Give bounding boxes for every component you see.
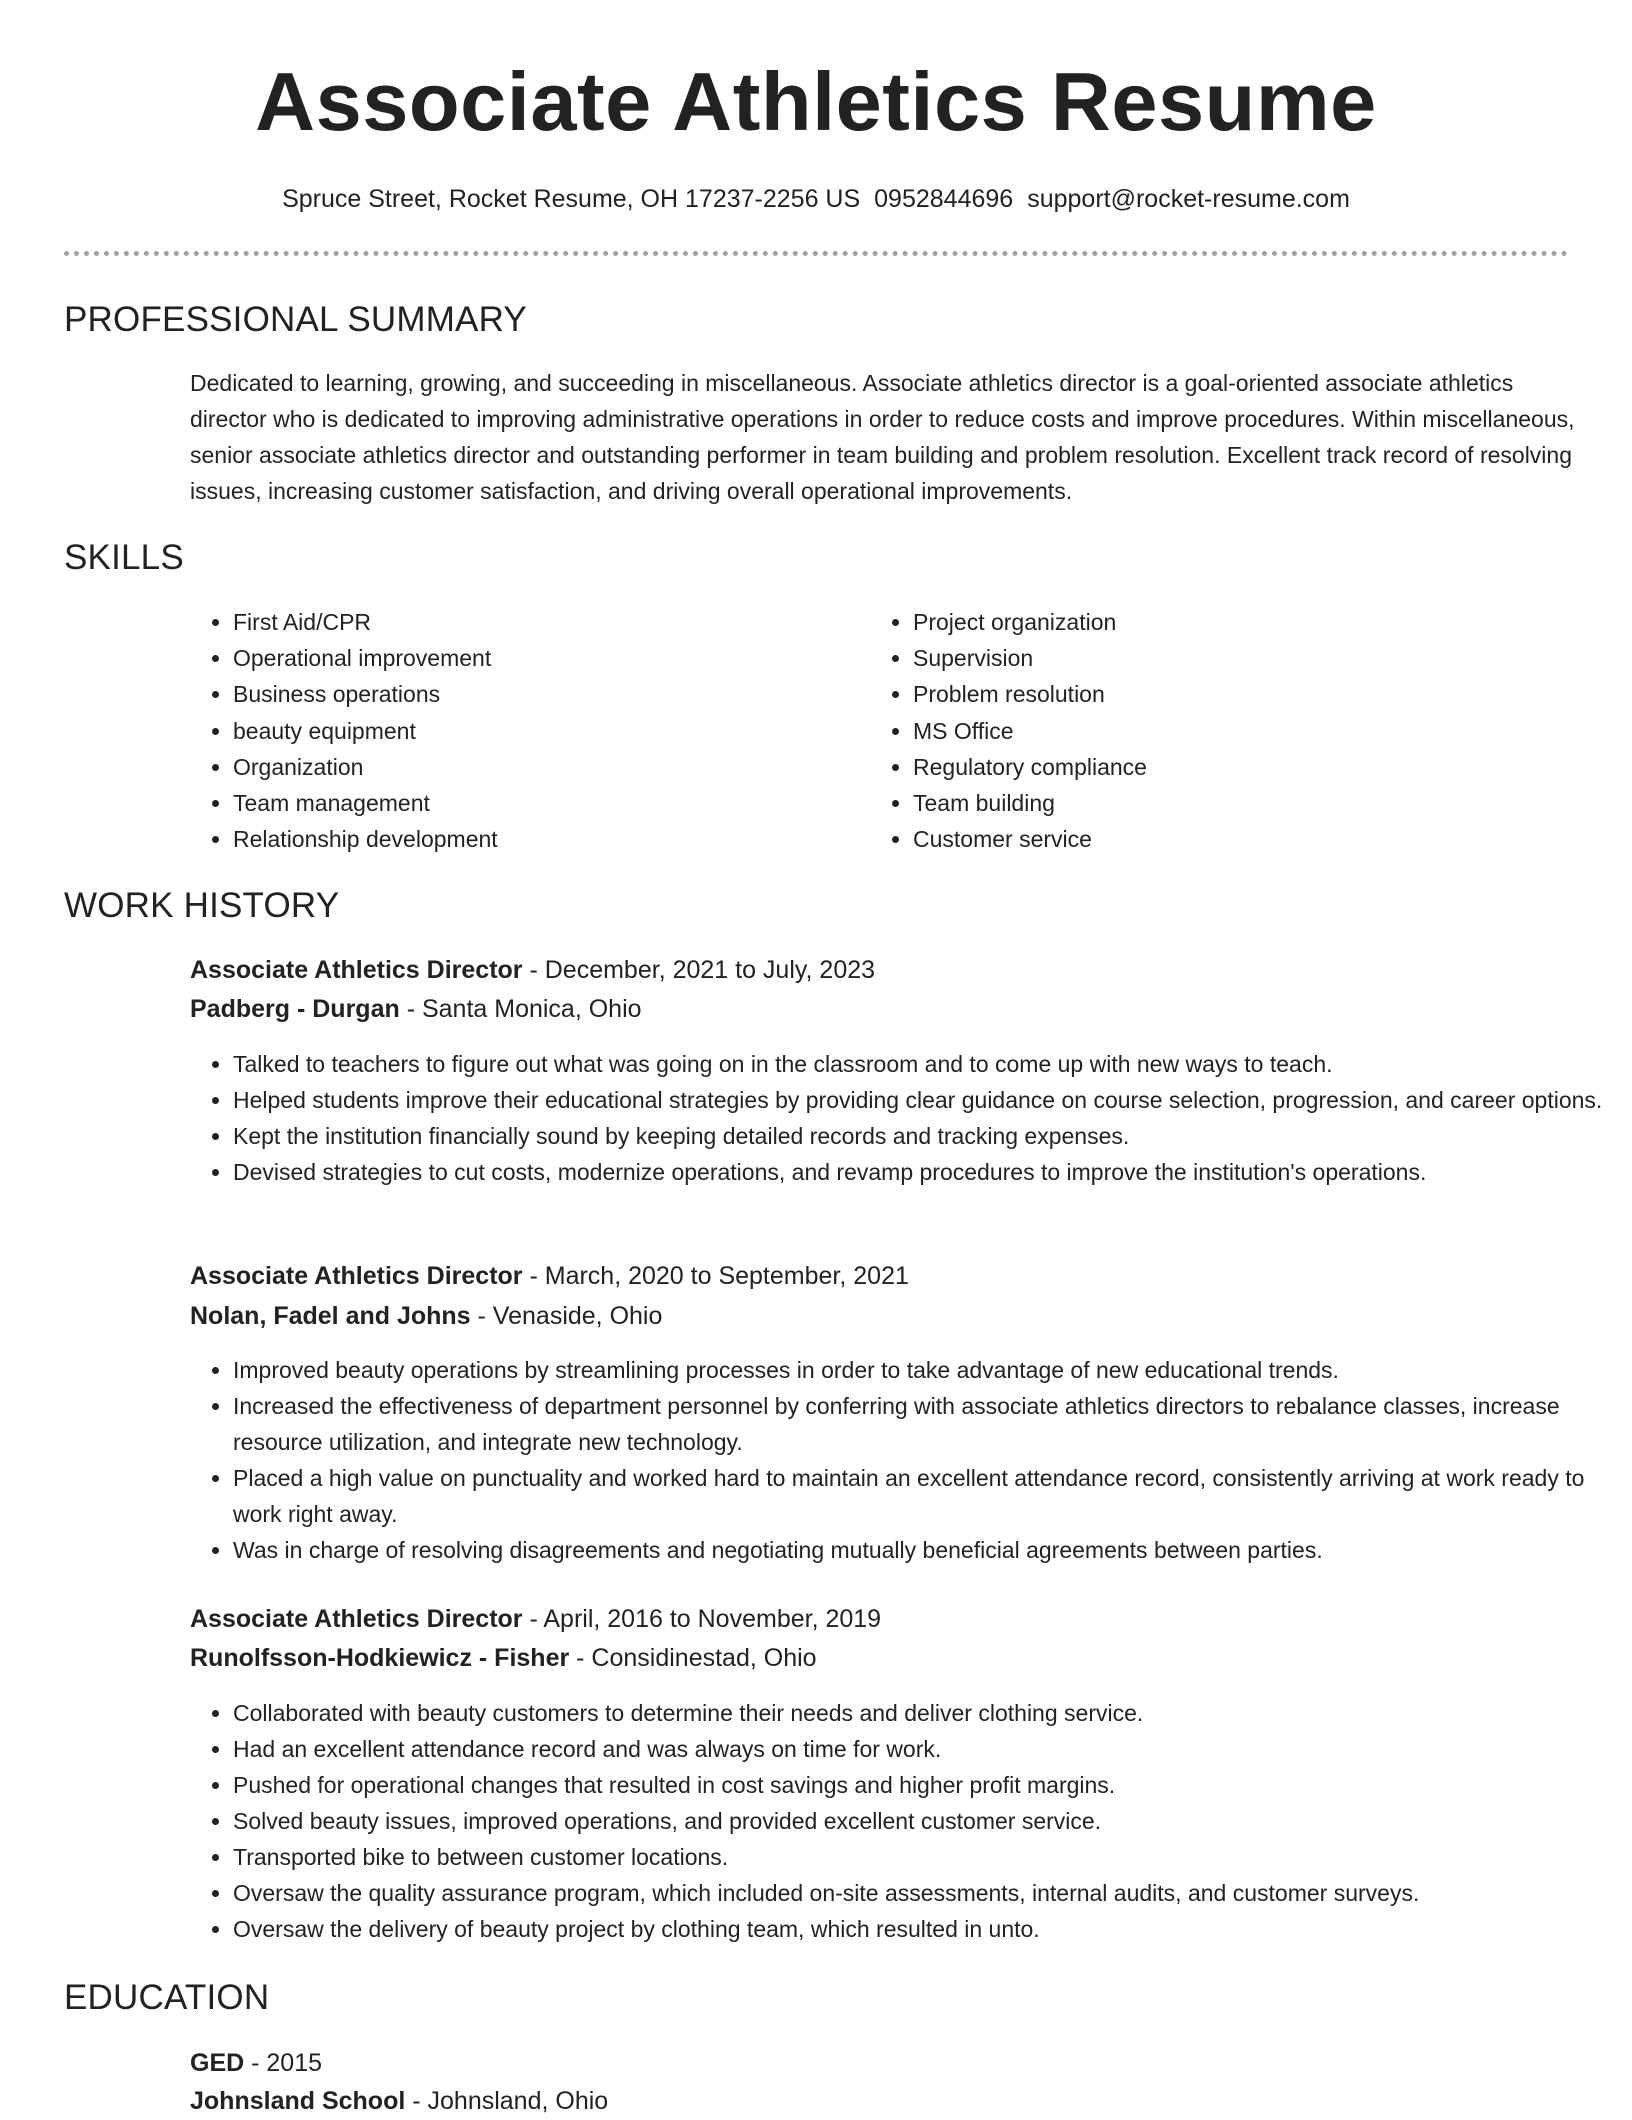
job-bullets xyxy=(190,1352,1623,1568)
education-degree: GED xyxy=(190,2049,245,2077)
job-bullet: • Was in charge of resolving disagreements and negotiating mutually beneficial agreements between parties. xyxy=(233,1532,1623,1568)
skill-item: • MS Office xyxy=(913,713,1147,749)
contact-address: Spruce Street, Rocket Resume, OH 17237-2256 US xyxy=(282,185,861,213)
job-dates: - April, 2016 to November, 2019 xyxy=(522,1605,882,1633)
education-location: - Johnsland, Ohio xyxy=(405,2087,609,2115)
education-year: - 2015 xyxy=(244,2049,323,2077)
header-divider xyxy=(64,251,1568,256)
skill-item: • Problem resolution xyxy=(913,676,1147,712)
job-location: - Venaside, Ohio xyxy=(470,1302,663,1330)
job-bullet: • Transported bike to between customer locations. xyxy=(233,1839,1623,1875)
skill-item: • Team management xyxy=(233,785,498,821)
job-title: Associate Athletics Director xyxy=(190,956,523,984)
job-location: - Santa Monica, Ohio xyxy=(399,995,642,1023)
skill-item: • Team building xyxy=(913,785,1147,821)
contact-phone: 0952844696 xyxy=(874,185,1014,213)
skill-item: • Relationship development xyxy=(233,821,498,857)
job-title: Associate Athletics Director xyxy=(190,1605,523,1633)
contact-email: support@rocket-resume.com xyxy=(1027,185,1350,213)
job-dates: - December, 2021 to July, 2023 xyxy=(522,956,876,984)
job-title-line xyxy=(190,1600,881,1638)
job-title-line xyxy=(190,951,875,989)
job-bullet: • Had an excellent attendance record and was always on time for work. xyxy=(233,1731,1623,1767)
contact-line xyxy=(0,180,1632,218)
job-company: Padberg - Durgan xyxy=(190,995,400,1023)
job-bullet: • Devised strategies to cut costs, modernize operations, and revamp procedures to improve the institution's operations. xyxy=(233,1154,1623,1190)
job-company-line xyxy=(190,1639,817,1677)
job-bullet: • Increased the effectiveness of department personnel by conferring with associate athletics directors to rebalance classes, increase resource utilization, and integrate new technology. xyxy=(233,1388,1623,1460)
skill-item: • First Aid/CPR xyxy=(233,604,498,640)
summary-text: Dedicated to learning, growing, and succeeding in miscellaneous. Associate athletics director is a goal-oriented associate athletics director who is dedicated to improving administrative operations in order to reduce costs and improve procedures. Within miscellaneous, senior associate athletics director and outstanding performer in team building and problem resolution. Excellent track record of resolving issues, increasing customer satisfaction, and driving overall operational improvements. xyxy=(190,370,1575,504)
education-degree-line xyxy=(190,2044,322,2082)
job-title: Associate Athletics Director xyxy=(190,1262,523,1290)
job-company: Runolfsson-Hodkiewicz - Fisher xyxy=(190,1644,570,1672)
job-bullets xyxy=(190,1046,1623,1190)
job-bullet: • Kept the institution financially sound by keeping detailed records and tracking expenses. xyxy=(233,1118,1623,1154)
skill-item: • Organization xyxy=(233,749,498,785)
job-bullet: • Collaborated with beauty customers to determine their needs and deliver clothing service. xyxy=(233,1695,1623,1731)
skill-item: • Project organization xyxy=(913,604,1147,640)
work-history-heading: WORK HISTORY xyxy=(64,886,340,925)
resume-title: Associate Athletics Resume xyxy=(255,55,1377,148)
job-bullet: • Pushed for operational changes that resulted in cost savings and higher profit margins. xyxy=(233,1767,1623,1803)
job-bullets xyxy=(190,1695,1623,1947)
skill-item: • beauty equipment xyxy=(233,713,498,749)
job-bullet: • Oversaw the delivery of beauty project by clothing team, which resulted in unto. xyxy=(233,1911,1623,1947)
job-company-line xyxy=(190,990,642,1028)
job-bullet: • Placed a high value on punctuality and worked hard to maintain an excellent attendance record, consistently arriving at work ready to work right away. xyxy=(233,1460,1623,1532)
education-heading: EDUCATION xyxy=(64,1978,270,2017)
job-bullet: • Solved beauty issues, improved operations, and provided excellent customer service. xyxy=(233,1803,1623,1839)
job-company: Nolan, Fadel and Johns xyxy=(190,1302,471,1330)
skills-heading: SKILLS xyxy=(64,538,184,577)
skills-list-left xyxy=(190,604,498,857)
summary-heading: PROFESSIONAL SUMMARY xyxy=(64,300,527,339)
skill-item: • Customer service xyxy=(913,821,1147,857)
job-company-line xyxy=(190,1297,662,1335)
skill-item: • Business operations xyxy=(233,676,498,712)
job-bullet: • Talked to teachers to figure out what was going on in the classroom and to come up with new ways to teach. xyxy=(233,1046,1623,1082)
job-title-line xyxy=(190,1257,909,1295)
education-school: Johnsland School xyxy=(190,2087,406,2115)
job-dates: - March, 2020 to September, 2021 xyxy=(522,1262,909,1290)
education-school-line xyxy=(190,2082,608,2120)
job-location: - Considinestad, Ohio xyxy=(569,1644,817,1672)
job-bullet: • Oversaw the quality assurance program, which included on-site assessments, internal audits, and customer surveys. xyxy=(233,1875,1623,1911)
job-bullet: • Helped students improve their educational strategies by providing clear guidance on course selection, progression, and career options. xyxy=(233,1082,1623,1118)
skill-item: • Regulatory compliance xyxy=(913,749,1147,785)
skill-item: • Operational improvement xyxy=(233,640,498,676)
job-bullet: • Improved beauty operations by streamlining processes in order to take advantage of new educational trends. xyxy=(233,1352,1623,1388)
skill-item: • Supervision xyxy=(913,640,1147,676)
skills-list-right xyxy=(870,604,1147,857)
